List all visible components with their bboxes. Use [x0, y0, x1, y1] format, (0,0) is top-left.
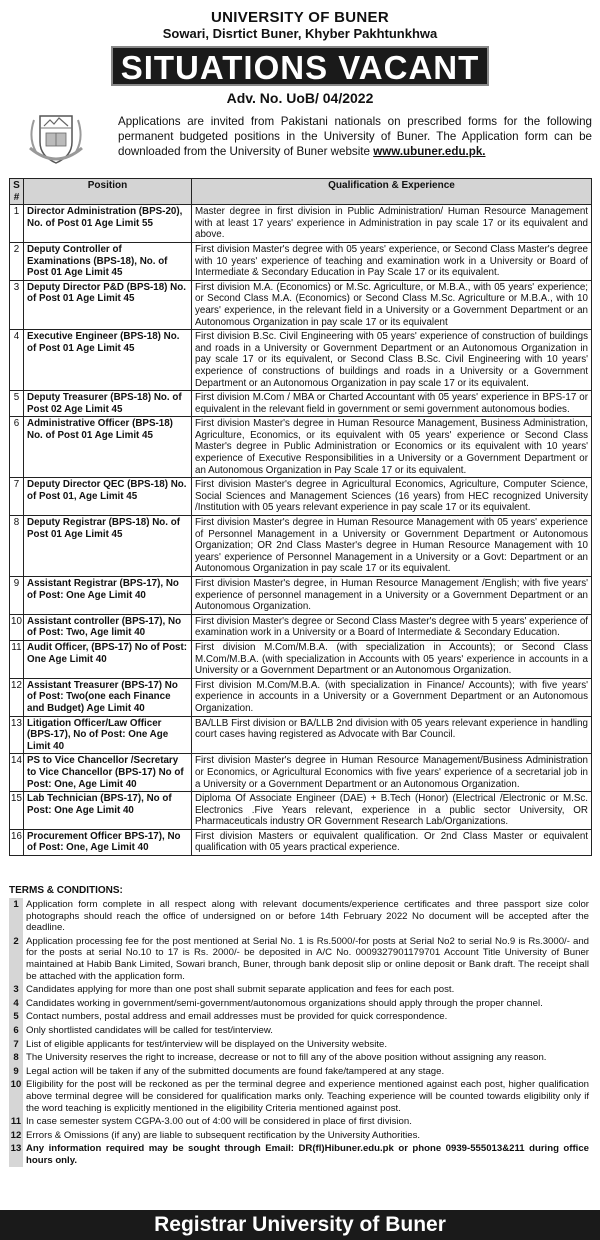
row-position: Executive Engineer (BPS-18) No. of Post 01 Age Limit 45 [24, 330, 192, 391]
row-qualification: First division Master's degree with 05 years' experience, or Second Class Master's degree with 10 years' experience of teaching and examination work in a University or Board of Intermediate & Secondary Education in Pay Scale 17 or its equivalent. [192, 242, 592, 280]
header-position: Position [24, 179, 192, 205]
row-qualification: First division M.A. (Economics) or M.Sc. Agriculture, or M.B.A., with 05 years' experience; or Second Class M.A. (Economics) or Second Class M.Sc. Agriculture or M.B.A., with 10 years' experience, in the relevant field in a University or a Government Department or an Autonomous Organization in pay scale 17 or its equivalent [192, 280, 592, 329]
row-serial: 10 [10, 614, 24, 640]
terms-item [9, 997, 592, 1011]
row-position: Deputy Director P&D (BPS-18) No. of Post 01 Age Limit 45 [24, 280, 192, 329]
row-position: Assistant Treasurer (BPS-17) No of Post: Two(one each Finance and Budget) Age Limit 40 [24, 678, 192, 716]
terms-item [9, 1038, 592, 1052]
row-serial: 16 [10, 829, 24, 855]
table-row [10, 280, 592, 329]
terms-item-number: 12 [10, 1129, 22, 1141]
row-position: Deputy Registrar (BPS-18) No. of Post 01 Age Limit 45 [24, 516, 192, 577]
terms-item-text: Only shortlisted candidates will be called for test/interview. [26, 1024, 273, 1036]
terms-item [9, 1142, 592, 1167]
row-position: Deputy Controller of Examinations (BPS-18), No. of Post 01 Age Limit 45 [24, 242, 192, 280]
table-row [10, 478, 592, 516]
terms-item-text: Candidates working in government/semi-government/autonomous organizations should apply through the proper channel. [26, 997, 543, 1009]
row-position: Audit Officer, (BPS-17) No of Post: One Age Limit 40 [24, 640, 192, 678]
table-row [10, 417, 592, 478]
row-qualification: First division Master's degree in Human Resource Management with 05 years' experience of Personnel Management in a University or Government Department or Autonomous Organization; OR 2nd Class Master's degree in Human Resource Management with 10 years' experience of Personnel Management in a University or a Govt: Department or an Autonomous Organization in pay scale 17 or its equivalent. [192, 516, 592, 577]
terms-item-number: 3 [9, 983, 23, 997]
row-qualification: First division Master's degree in Human Resource Management/Business Administration or Economics, or Agricultural Economics with five years' experience of a secretarial job in a University or a Government Department or an Autonomous Organization. [192, 754, 592, 792]
terms-item [9, 1115, 592, 1129]
terms-item-text: Contact numbers, postal address and email addresses must be provided for quick correspondence. [26, 1011, 448, 1023]
header [0, 0, 600, 108]
table-row [10, 716, 592, 754]
row-serial: 1 [10, 205, 24, 243]
situations-vacant-banner: SITUATIONS VACANT [111, 46, 489, 86]
row-qualification: First division M.Com/M.B.A. (with specialization in Finance/ Accounts); with five years' experience in accounts in a University or a Government Department or an Autonomous Organization. [192, 678, 592, 716]
university-logo-icon [26, 108, 86, 168]
row-serial: 15 [10, 792, 24, 830]
row-position: Litigation Officer/Law Officer (BPS-17), No of Post: One Age Limit 40 [24, 716, 192, 754]
row-serial: 5 [10, 391, 24, 417]
row-position: PS to Vice Chancellor /Secretary to Vice Chancellor (BPS-17) No of Post: One, Age Limit 40 [24, 754, 192, 792]
terms-item [9, 1051, 592, 1065]
terms-item-text: Application form complete in all respect along with relevant documents/experience certificates and three passport size color photographs should reach the office of undersigned on or before 14th February 2022 No document will be accepted after the deadline. [26, 899, 589, 934]
table-row [10, 754, 592, 792]
row-position: Administrative Officer (BPS-18) No. of Post 01 Age Limit 45 [24, 417, 192, 478]
row-position: Procurement Officer BPS-17), No of Post: One, Age Limit 40 [24, 829, 192, 855]
terms-item-number: 13 [9, 1142, 23, 1167]
positions-table [9, 178, 592, 856]
row-qualification: First division Master's degree in Agricultural Economics, Agriculture, Computer Science, Social Sciences and Management Sciences (16 years) from HEC recognized University /Institution with 05 years relevant experience in pay scale 17 or its equivalent. [192, 478, 592, 516]
table-row [10, 330, 592, 391]
row-serial: 4 [10, 330, 24, 391]
row-position: Assistant Registrar (BPS-17), No of Post: One Age Limit 40 [24, 577, 192, 615]
table-row [10, 205, 592, 243]
table-row [10, 792, 592, 830]
row-qualification: First division M.Com/M.B.A. (with specialization in Accounts); or Second Class M.Com/M.B.A. (with specialization in Accounts with 05 years' experience in accounts in a University or a Government Department or an Autonomous Organization. [192, 640, 592, 678]
terms-item-text: The University reserves the right to increase, decrease or not to fill any of the above position without assigning any reason. [26, 1052, 547, 1064]
terms-item [9, 983, 592, 997]
positions-body [10, 205, 592, 856]
row-serial: 3 [10, 280, 24, 329]
terms-item [9, 1010, 592, 1024]
row-serial: 12 [10, 678, 24, 716]
row-position: Assistant controller (BPS-17), No of Post: Two, Age limit 40 [24, 614, 192, 640]
table-row [10, 829, 592, 855]
terms-item [9, 935, 592, 983]
row-serial: 2 [10, 242, 24, 280]
row-position: Lab Technician (BPS-17), No of Post: One Age Limit 40 [24, 792, 192, 830]
row-qualification: Master degree in first division in Public Administration/ Human Resource Management with at least 17 years' experience in Administration in pay scale 17 or its equivalent and above. [192, 205, 592, 243]
terms-item [9, 1129, 592, 1143]
terms-title: TERMS & CONDITIONS: [9, 885, 123, 896]
university-address: Sowari, Disrtict Buner, Khyber Pakhtunkhwa [162, 26, 438, 41]
row-serial: 7 [10, 478, 24, 516]
header-serial: S # [10, 179, 24, 205]
row-serial: 14 [10, 754, 24, 792]
terms-item-number: 9 [9, 1065, 23, 1079]
row-qualification: BA/LLB First division or BA/LLB 2nd division with 05 years relevant experience in handling court cases having registered as Advocate with Bar Council. [192, 716, 592, 754]
terms-item-number: 8 [9, 1051, 23, 1065]
terms-item-text: Any information required may be sought through Email: DR(fl)Hibuner.edu.pk or phone 0939-555013&211 during office hours only. [26, 1143, 589, 1166]
intro-section [0, 112, 600, 170]
university-name: UNIVERSITY OF BUNER [211, 9, 389, 26]
row-qualification: First division Master's degree in Human Resource Management, Business Administration, Agriculture, Economics, or its equivalent with 05 years' experience or Second Class Master's degree in Public Administration or Economics or its equivalent with 10 years' experience of Executive Responsibilities in a University or a Government Department or an Autonomous Organization in Pay Scale 17 or its equivalent. [192, 417, 592, 478]
intro-text: Applications are invited from Pakistani nationals on prescribed forms for the following permanent budgeted positions in the University of Buner. The Application form can be downloaded from the University of Buner website [118, 115, 592, 158]
terms-item [9, 1065, 592, 1079]
table-header-row [10, 179, 592, 205]
intro-paragraph [118, 114, 592, 159]
advertisement-number: Adv. No. UoB/ 04/2022 [226, 90, 374, 106]
header-qualification: Qualification & Experience [192, 179, 592, 205]
terms-item-text: In case semester system CGPA-3.00 out of 4:00 will be considered in place of first division. [26, 1116, 412, 1128]
website-link[interactable]: www.ubuner.edu.pk. [373, 145, 486, 158]
terms-item-text: Errors & Omissions (if any) are liable to subsequent rectification by the University Authorities. [26, 1129, 421, 1141]
row-qualification: Diploma Of Associate Engineer (DAE) + B.Tech (Honor) (Electrical /Electronic or M.Sc. Electronics .Five Years relevant, experience in a public sector University, OR Pharmaceuticals industry OR Government Research Lab/Organizations. [192, 792, 592, 830]
terms-item-number: 10 [9, 1078, 23, 1115]
row-qualification: First division Masters or equivalent qualification. Or 2nd Class Master or equivalent qualification with 05 years practical experience. [192, 829, 592, 855]
terms-section [9, 885, 592, 1167]
terms-item-number: 2 [9, 935, 23, 983]
row-qualification: First division Master's degree or Second Class Master's degree with 5 years' experience of examination work in a University or a Board of Intermediate & Secondary Education. [192, 614, 592, 640]
table-row [10, 640, 592, 678]
row-serial: 11 [10, 640, 24, 678]
terms-item [9, 1078, 592, 1115]
row-position: Deputy Treasurer (BPS-18) No. of Post 02 Age Limit 45 [24, 391, 192, 417]
row-position: Director Administration (BPS-20), No. of Post 01 Age Limit 55 [24, 205, 192, 243]
terms-item-number: 7 [9, 1038, 23, 1052]
table-row [10, 516, 592, 577]
terms-item [9, 1024, 592, 1038]
table-row [10, 678, 592, 716]
terms-item-number: 11 [10, 1116, 22, 1128]
row-qualification: First division B.Sc. Civil Engineering with 05 years' experience of construction of buildings and roads in a University or Government Department or an Autonomous Organization in pay scale 17 or its equivalent, or Second Class B.Sc. Civil Engineering with 10 years' experience of constructions of buildings and roads in a University or a Government Department or an Autonomous Organization in pay scale 17 or its equivalent. [192, 330, 592, 391]
row-qualification: First division Master's degree, in Human Resource Management /English; with five years' experience of personnel management in a University or a Government Department or an Autonomous Organization. [192, 577, 592, 615]
row-qualification: First division M.Com / MBA or Charted Accountant with 05 years' experience in BPS-17 or equivalent in the relevant field in government or semi government autonomous bodies. [192, 391, 592, 417]
row-position: Deputy Director QEC (BPS-18) No. of Post 01, Age Limit 45 [24, 478, 192, 516]
terms-list [9, 898, 592, 1167]
terms-item-text: Legal action will be taken if any of the submitted documents are found fake/tampered at any stage. [26, 1065, 445, 1077]
terms-item-number: 5 [9, 1010, 23, 1024]
terms-item [9, 898, 592, 935]
terms-item-text: Candidates applying for more than one post shall submit separate application and fees for each post. [26, 984, 455, 996]
terms-item-number: 4 [9, 997, 23, 1011]
terms-item-number: 1 [9, 898, 23, 935]
table-row [10, 577, 592, 615]
row-serial: 6 [10, 417, 24, 478]
table-row [10, 391, 592, 417]
table-row [10, 614, 592, 640]
row-serial: 13 [10, 716, 24, 754]
terms-item-text: Application processing fee for the post mentioned at Serial No. 1 is Rs.5000/-for posts at Serial No2 to serial No.9 is Rs.3000/- and for the posts at serial No.10 to 17 is Rs. 2000/- be deposited in A/C No. 0009327901179701 Account Title University of Buner maintained at Habib Bank Limited, Sowari branch, Buner, through bank deposit slip or online deposit or Bank draft. The receipt shall be attached with the application form. [26, 935, 589, 982]
row-serial: 8 [10, 516, 24, 577]
terms-item-text: Eligibility for the post will be reckoned as per the terminal degree and experience mentioned against each post, higher qualification above terminal degree will be considered for qualification marks only. Teaching experience will be counted towards eligibility only if the word teaching is explicitly mentioned in the eligibility Criteria mentioned against post. [26, 1079, 589, 1114]
terms-item-number: 6 [9, 1024, 23, 1038]
table-row [10, 242, 592, 280]
footer-registrar: Registrar University of Buner [0, 1210, 600, 1240]
terms-item-text: List of eligible applicants for test/interview will be displayed on the University website. [26, 1038, 388, 1050]
row-serial: 9 [10, 577, 24, 615]
